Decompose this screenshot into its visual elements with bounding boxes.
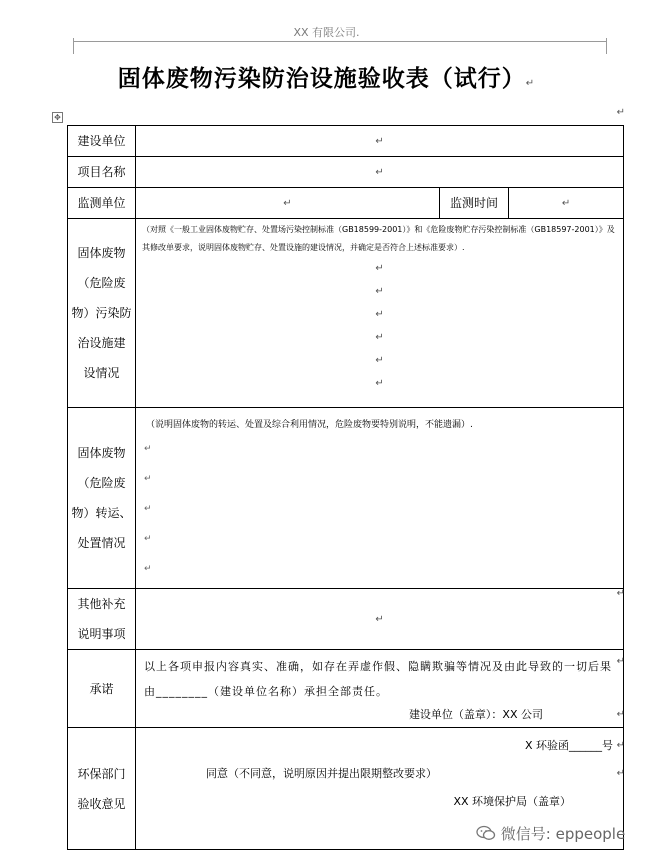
wechat-icon bbox=[476, 825, 496, 841]
paragraph-mark: ↵ bbox=[616, 107, 625, 118]
transfer-label-line: （危险废 bbox=[77, 476, 126, 490]
page-header-company: XX 有限公司. bbox=[293, 26, 360, 39]
paragraph-mark: ↵ bbox=[375, 332, 384, 343]
row-monitor bbox=[68, 188, 624, 219]
epa-label-line: 验收意见 bbox=[77, 796, 126, 811]
transfer-note: （说明固体废物的转运、处置及综合利用情况，危险废物要特别说明，不能遗漏）. bbox=[146, 420, 473, 430]
project-label: 项目名称 bbox=[68, 157, 136, 188]
facility-label-line: （危险废 bbox=[77, 276, 126, 290]
watermark-text: 微信号: eppeople bbox=[500, 825, 626, 843]
document-title-text: 固体废物污染防治设施验收表（试行） bbox=[117, 66, 526, 92]
row-project bbox=[68, 157, 624, 188]
transfer-label bbox=[68, 408, 136, 589]
crop-mark-left bbox=[73, 38, 74, 54]
promise-sign: 建设单位（盖章）：XX 公司 bbox=[408, 708, 544, 721]
epa-opinion: 同意（不同意，说明原因并提出限期整改要求） bbox=[206, 767, 437, 780]
paragraph-mark: ↵ bbox=[144, 504, 152, 514]
paragraph-mark: ↵ bbox=[375, 309, 384, 320]
crop-mark-right bbox=[606, 38, 607, 54]
row-builder bbox=[68, 126, 624, 157]
facility-label-line: 固体废物 bbox=[77, 246, 126, 260]
transfer-label-line: 固体废物 bbox=[77, 446, 126, 460]
paragraph-mark: ↵ bbox=[616, 740, 625, 751]
paragraph-mark: ↵ bbox=[616, 768, 625, 779]
transfer-label-line: 物）转运、 bbox=[71, 506, 132, 520]
paragraph-mark: ↵ bbox=[616, 656, 625, 667]
epa-sign: XX 环境保护局（盖章） bbox=[453, 795, 572, 808]
paragraph-mark: ↵ bbox=[144, 564, 152, 574]
paragraph-mark: ↵ bbox=[375, 613, 384, 625]
other-label-line: 其他补充 bbox=[77, 597, 126, 611]
facility-blank-lines bbox=[136, 257, 623, 395]
paragraph-mark: ↵ bbox=[375, 263, 384, 274]
row-promise bbox=[68, 650, 624, 728]
transfer-label-line: 处置情况 bbox=[77, 536, 126, 550]
row-other bbox=[68, 589, 624, 650]
header-divider bbox=[73, 41, 607, 42]
row-transfer bbox=[68, 408, 624, 589]
builder-value[interactable] bbox=[136, 126, 624, 157]
paragraph-mark: ↵ bbox=[375, 355, 384, 366]
builder-label: 建设单位 bbox=[68, 126, 136, 157]
facility-label-line: 物）污染防 bbox=[71, 306, 132, 320]
facility-note: （对照《一般工业固体废物贮存、处置场污染控制标准（GB18599-2001）》和《危险废物贮存污染控制标准（GB18597-2001）》及其修改单要求，说明固体废物贮存、处置设施的建设情况，并确定是否符合上述标准要求）. bbox=[142, 225, 615, 252]
acceptance-form-table bbox=[67, 125, 624, 850]
paragraph-mark: ↵ bbox=[375, 166, 384, 178]
paragraph-mark: ↵ bbox=[283, 197, 292, 209]
promise-content[interactable] bbox=[136, 650, 624, 728]
document-title bbox=[0, 60, 653, 93]
promise-label: 承诺 bbox=[68, 650, 136, 728]
epa-label-line: 环保部门 bbox=[77, 766, 126, 781]
monitor-time-value[interactable] bbox=[509, 188, 624, 219]
other-label bbox=[68, 589, 136, 650]
facility-label bbox=[68, 219, 136, 408]
facility-label-line: 治设施建 bbox=[77, 336, 126, 350]
row-facility bbox=[68, 219, 624, 408]
promise-text: 以上各项申报内容真实、准确，如存在弄虚作假、隐瞒欺骗等情况及由此导致的一切后果由________（建设单位名称）承担全部责任。 bbox=[144, 660, 612, 698]
other-content[interactable] bbox=[136, 589, 624, 650]
paragraph-mark: ↵ bbox=[375, 378, 384, 389]
transfer-blank-lines bbox=[136, 434, 623, 584]
paragraph-mark: ↵ bbox=[616, 709, 625, 720]
monitor-time-label: 监测时间 bbox=[440, 188, 509, 219]
wechat-watermark bbox=[476, 823, 625, 844]
paragraph-mark: ↵ bbox=[144, 474, 152, 484]
facility-label-line: 设情况 bbox=[83, 366, 120, 380]
project-value[interactable] bbox=[136, 157, 624, 188]
facility-content[interactable] bbox=[136, 219, 624, 408]
other-label-line: 说明事项 bbox=[77, 627, 126, 641]
paragraph-mark: ↵ bbox=[616, 588, 625, 599]
paragraph-mark: ↵ bbox=[525, 78, 536, 89]
paragraph-mark: ↵ bbox=[144, 444, 152, 454]
paragraph-mark: ↵ bbox=[144, 534, 152, 544]
monitor-label: 监测单位 bbox=[68, 188, 136, 219]
epa-doc-number: X 环验函______号 bbox=[524, 739, 614, 752]
move-handle-icon[interactable]: ✥ bbox=[52, 112, 63, 123]
paragraph-mark: ↵ bbox=[375, 135, 384, 147]
monitor-value[interactable] bbox=[136, 188, 440, 219]
paragraph-mark: ↵ bbox=[375, 286, 384, 297]
paragraph-mark: ↵ bbox=[561, 197, 571, 209]
transfer-content[interactable] bbox=[136, 408, 624, 589]
epa-label bbox=[68, 728, 136, 850]
